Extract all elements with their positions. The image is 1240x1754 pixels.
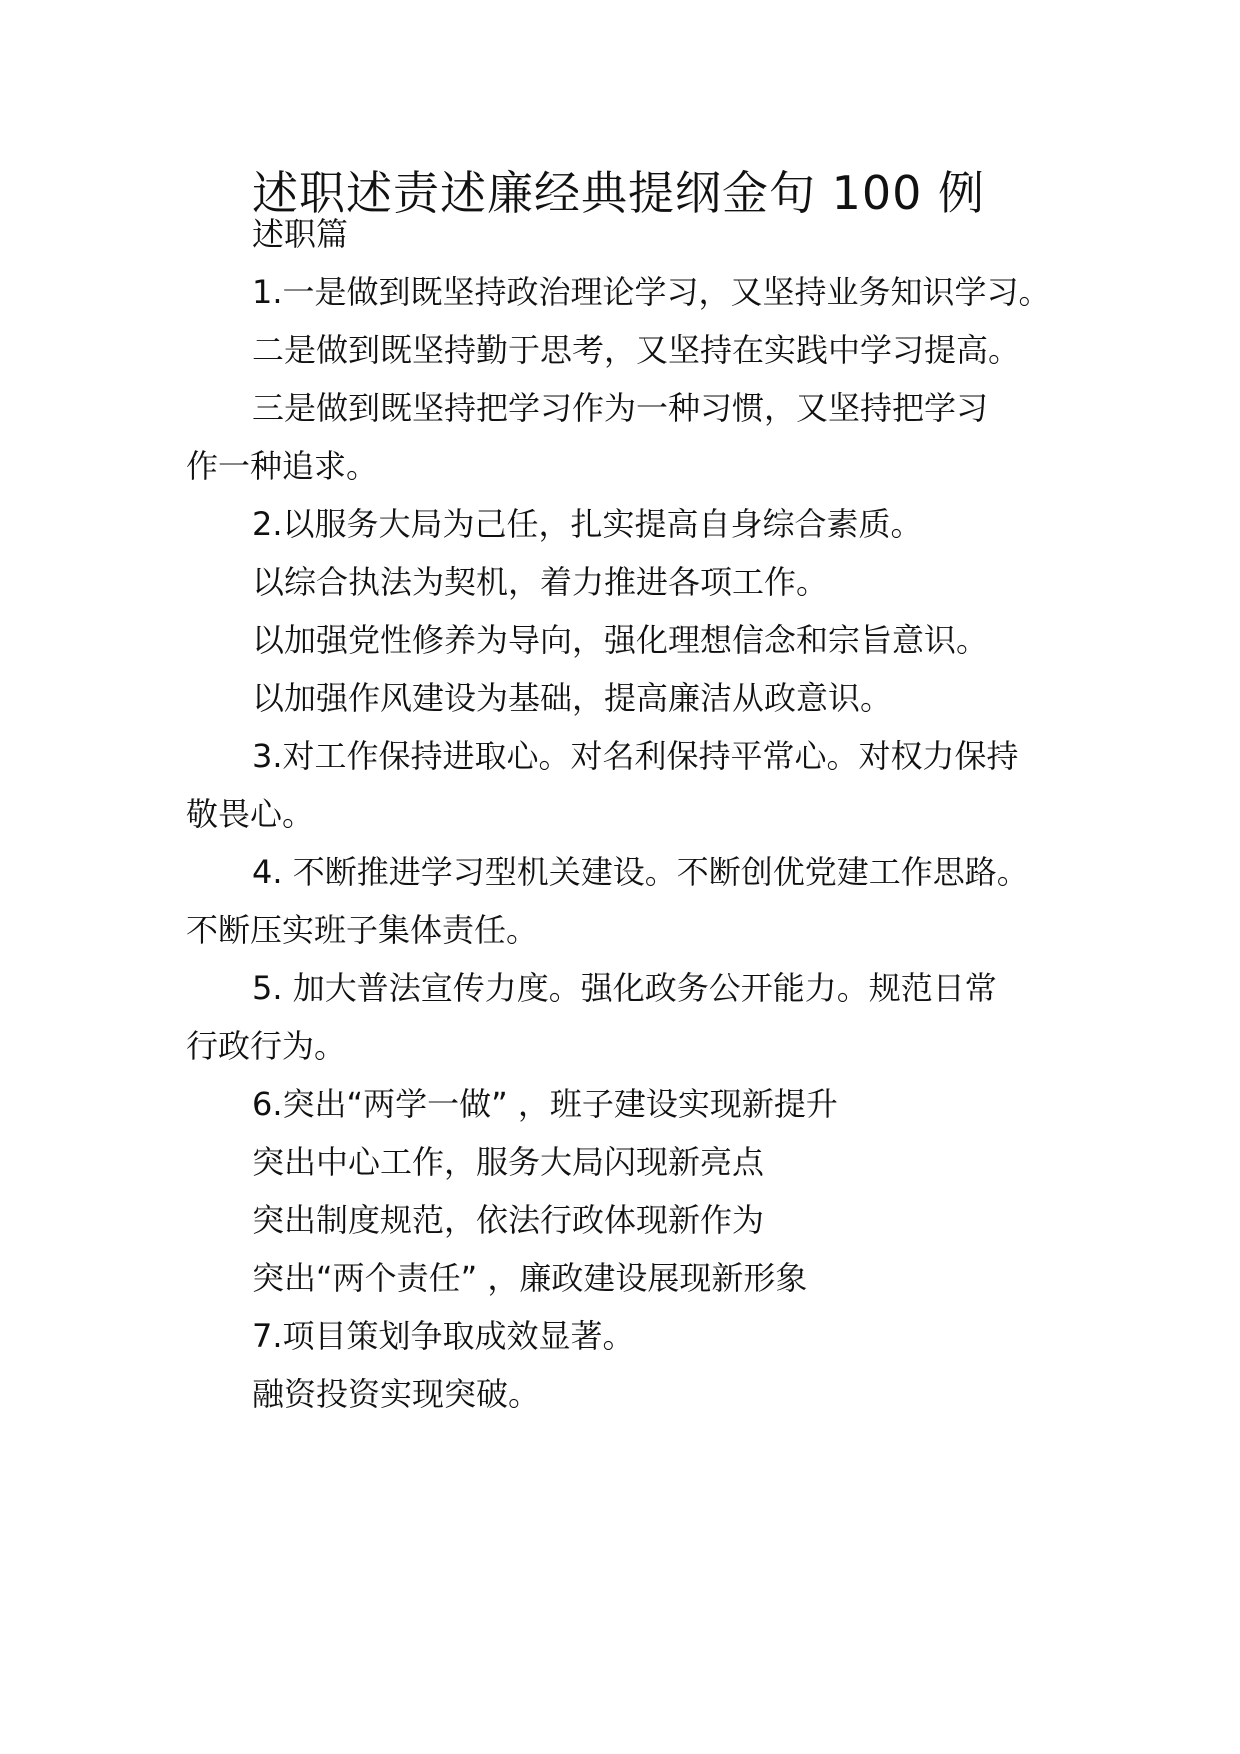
text-line: 三是做到既坚持把学习作为一种习惯，又坚持把学习 — [252, 389, 989, 427]
text-line: 融资投资实现突破。 — [252, 1375, 541, 1413]
text-line: 5. 加大普法宣传力度。强化政务公开能力。规范日常 — [252, 969, 997, 1007]
text-line: 不断压实班子集体责任。 — [186, 911, 539, 949]
text-line: 3.对工作保持进取心。对名利保持平常心。对权力保持 — [252, 737, 1019, 775]
text-line: 以综合执法为契机，着力推进各项工作。 — [252, 563, 829, 601]
text-line: 突出中心工作，服务大局闪现新亮点 — [252, 1143, 765, 1181]
text-line: 行政行为。 — [186, 1027, 347, 1065]
text-line: 突出制度规范，依法行政体现新作为 — [252, 1201, 765, 1239]
text-line: 以加强党性修养为导向，强化理想信念和宗旨意识。 — [252, 621, 989, 659]
document-title: 述职述责述廉经典提纲金句 100 例 — [252, 166, 986, 220]
text-line: 以加强作风建设为基础，提高廉洁从政意识。 — [252, 679, 893, 717]
text-line: 作一种追求。 — [186, 447, 379, 485]
text-line: 4. 不断推进学习型机关建设。不断创优党建工作思路。 — [252, 853, 1029, 891]
section-heading: 述职篇 — [252, 215, 349, 253]
text-line: 1.一是做到既坚持政治理论学习，又坚持业务知识学习。 — [252, 273, 1051, 311]
text-line: 突出“两个责任” ，廉政建设展现新形象 — [252, 1259, 808, 1297]
text-line: 6.突出“两学一做” ，班子建设实现新提升 — [252, 1085, 838, 1123]
text-line: 二是做到既坚持勤于思考，又坚持在实践中学习提高。 — [252, 331, 1021, 369]
text-line: 7.项目策划争取成效显著。 — [252, 1317, 635, 1355]
text-line: 2.以服务大局为己任，扎实提高自身综合素质。 — [252, 505, 923, 543]
text-line: 敬畏心。 — [186, 795, 315, 833]
